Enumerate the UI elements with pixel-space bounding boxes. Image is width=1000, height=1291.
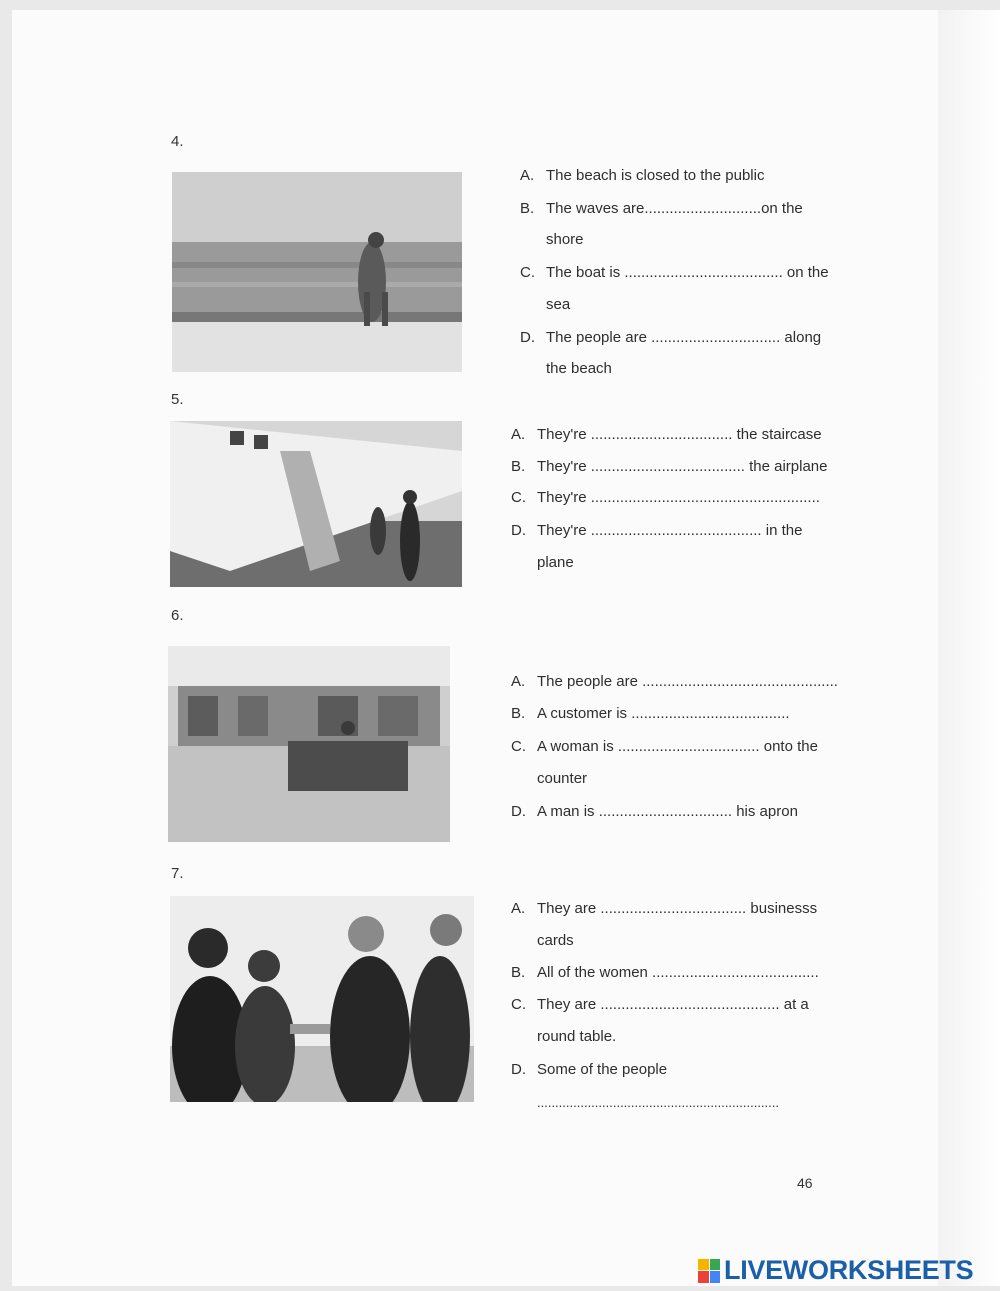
option-text: They're ......................................... in the	[537, 522, 803, 539]
q7-option-b	[511, 964, 819, 982]
option-text: A customer is ......................................	[537, 705, 790, 722]
option-letter: C.	[511, 996, 526, 1013]
option-letter: B.	[511, 964, 526, 981]
option-letter: D.	[511, 522, 526, 539]
q5-option-a	[511, 426, 822, 444]
q6-option-c-cont: counter	[537, 770, 588, 787]
store-photo	[168, 646, 450, 842]
option-letter: D.	[520, 329, 535, 346]
airplane-photo	[170, 421, 462, 587]
option-text: A man is ................................ his apron	[537, 803, 798, 820]
option-text: The beach is closed to the public	[546, 167, 765, 184]
option-letter: A.	[520, 167, 535, 184]
q4-option-a	[520, 167, 764, 185]
option-letter: C.	[511, 738, 526, 755]
option-text: The boat is ...................................... on the	[546, 264, 829, 281]
option-letter: B.	[511, 705, 526, 722]
q5-option-c	[511, 489, 820, 507]
q4-option-d-cont: the beach	[546, 360, 612, 377]
option-text: The people are ............................... along	[546, 329, 822, 346]
question-number-5: 5.	[171, 391, 184, 408]
page-number: 46	[797, 1175, 813, 1191]
q5-option-d-cont: plane	[537, 554, 574, 571]
option-letter: C.	[511, 489, 526, 506]
option-letter: A.	[511, 426, 526, 443]
q7-option-c-cont: round table.	[537, 1028, 617, 1045]
option-letter: A.	[511, 673, 526, 690]
option-letter: D.	[511, 803, 526, 820]
option-text: The people are ...............................................	[537, 673, 838, 690]
q6-option-b	[511, 705, 790, 723]
liveworksheets-mark-icon	[698, 1259, 720, 1283]
q7-option-d	[511, 1061, 667, 1079]
brand-name: LIVEWORKSHEETS	[724, 1255, 974, 1285]
page-edge	[938, 10, 1000, 1286]
beach-photo	[172, 172, 462, 372]
q4-option-d	[520, 329, 821, 347]
option-letter: C.	[520, 264, 535, 281]
option-text: Some of the people	[537, 1061, 668, 1078]
option-text: A woman is .................................. onto the	[537, 738, 818, 755]
q7-option-a-cont: cards	[537, 932, 574, 949]
q7-option-d-cont: ...................................................................	[537, 1095, 779, 1110]
question-number-6: 6.	[171, 607, 184, 624]
q6-option-c	[511, 738, 818, 756]
option-letter: B.	[511, 458, 526, 475]
option-text: They're .................................. the staircase	[537, 426, 822, 443]
question-number-4: 4.	[171, 133, 184, 150]
option-text: They are ........................................... at a	[537, 996, 809, 1013]
option-text: They're ..................................... the airplane	[537, 458, 828, 475]
option-letter: D.	[511, 1061, 526, 1078]
q6-option-a	[511, 673, 838, 691]
q5-option-d	[511, 522, 802, 540]
option-text: They are ................................... businesss	[537, 900, 818, 917]
question-number-7: 7.	[171, 865, 184, 882]
q7-option-a	[511, 900, 817, 918]
q4-option-b	[520, 200, 803, 218]
q6-option-d	[511, 803, 798, 821]
q4-option-c	[520, 264, 829, 282]
liveworksheets-logo	[698, 1255, 973, 1286]
q7-option-c	[511, 996, 809, 1014]
option-text: All of the women ........................................	[537, 964, 819, 981]
option-text: The waves are............................on the	[546, 200, 803, 217]
option-letter: A.	[511, 900, 526, 917]
q4-option-b-cont: shore	[546, 231, 584, 248]
q4-option-c-cont: sea	[546, 296, 571, 313]
option-text: They're .......................................................	[537, 489, 820, 506]
business-meeting-photo	[170, 896, 474, 1102]
option-letter: B.	[520, 200, 535, 217]
q5-option-b	[511, 458, 827, 476]
